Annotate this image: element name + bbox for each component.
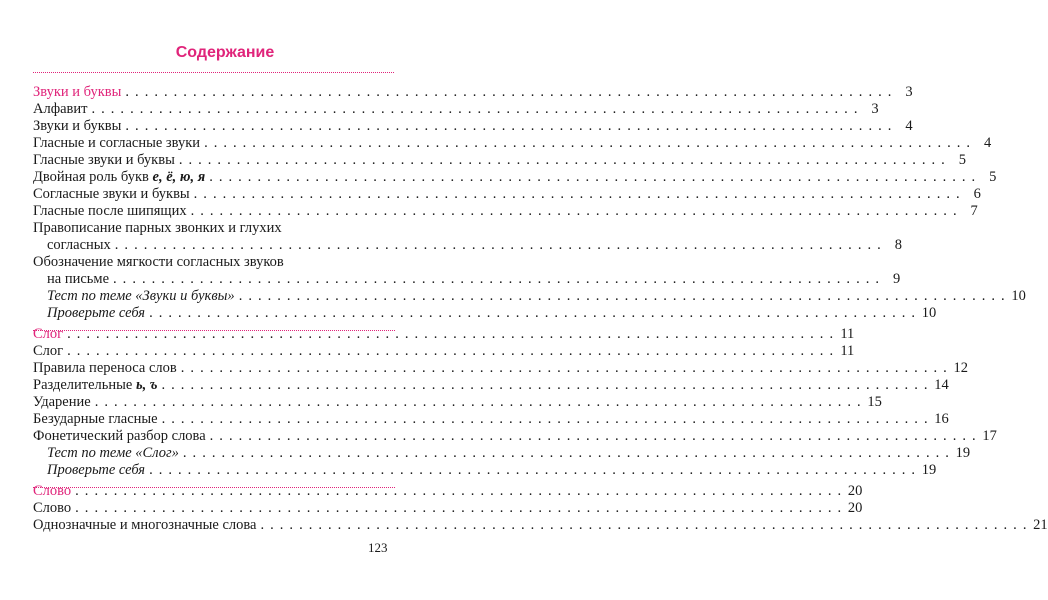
- toc-section-heading[interactable]: [33, 483, 863, 499]
- toc-page-number: 5: [989, 169, 997, 185]
- toc-entry-title: Однозначные и многозначные слова: [33, 517, 257, 533]
- toc-page-number: 10: [921, 305, 937, 321]
- toc-page-number: 19: [955, 445, 971, 461]
- toc-entry[interactable]: [33, 305, 937, 321]
- toc-entry-title: Слово: [33, 483, 72, 499]
- toc-entry[interactable]: [33, 101, 879, 117]
- toc-entry-title: Гласные и согласные звуки: [33, 135, 201, 151]
- toc-entry-title: Тест по теме «Слог»: [47, 445, 179, 461]
- page-title: Содержание: [175, 44, 275, 61]
- dot-leader: . . . . . . . . . . . . . . . . . . . . . . . . . . . . . . . . . . . . . . . . . . . . . . . . . . . . . . . . . . . . . . . . . . . . . . . . . . . . . . . .: [180, 360, 948, 376]
- toc-entry-title: Проверьте себя: [47, 462, 146, 478]
- toc-section-heading[interactable]: [33, 84, 913, 100]
- toc-entry[interactable]: [33, 500, 863, 516]
- toc-page-number: 10: [1011, 288, 1026, 304]
- toc-entry[interactable]: [33, 445, 971, 461]
- toc-entry[interactable]: [33, 271, 901, 287]
- toc-entry-title: Слог: [33, 326, 64, 342]
- toc-entry[interactable]: [33, 517, 1048, 533]
- toc-entry[interactable]: [33, 462, 937, 478]
- toc-page-number: 4: [905, 118, 913, 134]
- toc-entry-title: на письме: [47, 271, 110, 287]
- toc-entry-title: Ударение: [33, 394, 91, 410]
- toc-entry-title: Правописание парных звонких и глухих: [33, 220, 282, 236]
- toc-entry-title: Безударные гласные: [33, 411, 158, 427]
- toc-entry-title: согласных: [47, 237, 111, 253]
- dot-leader: . . . . . . . . . . . . . . . . . . . . . . . . . . . . . . . . . . . . . . . . . . . . . . . . . . . . . . . . . . . . . . . . . . . . . . . . . . . . . . . .: [67, 326, 835, 342]
- dot-leader: . . . . . . . . . . . . . . . . . . . . . . . . . . . . . . . . . . . . . . . . . . . . . . . . . . . . . . . . . . . . . . . . . . . . . . . . . . . . . . . .: [114, 237, 882, 253]
- toc-page-number: 8: [894, 237, 902, 253]
- toc-entry[interactable]: [33, 203, 978, 219]
- toc-entry[interactable]: [33, 288, 1026, 304]
- toc-entry[interactable]: [33, 360, 968, 376]
- toc-entry-title: Двойная роль букв е, ё, ю, я: [33, 169, 206, 185]
- dot-leader: . . . . . . . . . . . . . . . . . . . . . . . . . . . . . . . . . . . . . . . . . . . . . . . . . . . . . . . . . . . . . . . . . . . . . . . . . . . . . . . .: [67, 343, 835, 359]
- toc-entry[interactable]: [33, 394, 882, 410]
- toc-entry-title: Разделительные ь, ъ: [33, 377, 158, 393]
- dot-leader: . . . . . . . . . . . . . . . . . . . . . . . . . . . . . . . . . . . . . . . . . . . . . . . . . . . . . . . . . . . . . . . . . . . . . . . . . . . . . . . .: [190, 203, 958, 219]
- toc-page-number: 16: [934, 411, 949, 427]
- toc-page-number: 17: [982, 428, 997, 444]
- dot-leader: . . . . . . . . . . . . . . . . . . . . . . . . . . . . . . . . . . . . . . . . . . . . . . . . . . . . . . . . . . . . . . . . . . . . . . . . . . . . . . . .: [75, 500, 843, 516]
- page-number: 123: [368, 540, 388, 555]
- toc-page-number: 11: [840, 343, 855, 359]
- toc-page-number: 19: [921, 462, 937, 478]
- toc-entry-title: Проверьте себя: [47, 305, 146, 321]
- toc-entry[interactable]: [33, 428, 997, 444]
- dot-leader: . . . . . . . . . . . . . . . . . . . . . . . . . . . . . . . . . . . . . . . . . . . . . . . . . . . . . . . . . . . . . . . . . . . . . . . . . . . . . . . .: [182, 445, 951, 461]
- toc-entry-title: Слог: [33, 343, 64, 359]
- toc-section-heading[interactable]: [33, 326, 855, 342]
- toc-entry[interactable]: [33, 254, 395, 270]
- dot-leader: . . . . . . . . . . . . . . . . . . . . . . . . . . . . . . . . . . . . . . . . . . . . . . . . . . . . . . . . . . . . . . . . . . . . . . . . . . . . . . . .: [161, 377, 929, 393]
- toc-entry-title: Гласные после шипящих: [33, 203, 187, 219]
- toc-page-number: 5: [958, 152, 967, 168]
- toc-entry[interactable]: [33, 152, 967, 168]
- dot-leader: . . . . . . . . . . . . . . . . . . . . . . . . . . . . . . . . . . . . . . . . . . . . . . . . . . . . . . . . . . . . . . . . . . . . . . . . . . . . . . . .: [193, 186, 961, 202]
- toc-entry[interactable]: [33, 169, 997, 185]
- dot-leader: . . . . . . . . . . . . . . . . . . . . . . . . . . . . . . . . . . . . . . . . . . . . . . . . . . . . . . . . . . . . . . . . . . . . . . . . . . . . . . . .: [204, 135, 972, 151]
- toc-entry[interactable]: [33, 237, 902, 253]
- toc-entry-title: Звуки и буквы: [33, 84, 122, 100]
- toc-page-number: 4: [984, 135, 992, 151]
- dot-leader: . . . . . . . . . . . . . . . . . . . . . . . . . . . . . . . . . . . . . . . . . . . . . . . . . . . . . . . . . . . . . . . . . . . . . . . . . . . . . . . .: [209, 169, 977, 185]
- dot-leader: . . . . . . . . . . . . . . . . . . . . . . . . . . . . . . . . . . . . . . . . . . . . . . . . . . . . . . . . . . . . . . . . . . . . . . . . . . . . . . . .: [238, 288, 1006, 304]
- dot-leader: . . . . . . . . . . . . . . . . . . . . . . . . . . . . . . . . . . . . . . . . . . . . . . . . . . . . . . . . . . . . . . . . . . . . . . . . . . . . . . . .: [125, 118, 893, 134]
- toc-page-number: 12: [953, 360, 968, 376]
- toc-entry[interactable]: [33, 135, 992, 151]
- toc-page-number: 14: [934, 377, 949, 393]
- heading-divider: [33, 72, 394, 73]
- toc-entry[interactable]: [33, 220, 395, 236]
- toc-page-number: 11: [840, 326, 855, 342]
- dot-leader: . . . . . . . . . . . . . . . . . . . . . . . . . . . . . . . . . . . . . . . . . . . . . . . . . . . . . . . . . . . . . . . . . . . . . . . . . . . . . . . .: [209, 428, 977, 444]
- toc-page-number: 9: [892, 271, 901, 287]
- toc-page-number: 3: [871, 101, 879, 117]
- toc-entry-title: Согласные звуки и буквы: [33, 186, 190, 202]
- dot-leader: . . . . . . . . . . . . . . . . . . . . . . . . . . . . . . . . . . . . . . . . . . . . . . . . . . . . . . . . . . . . . . . . . . . . . . . . . . . . . . . .: [113, 271, 881, 287]
- toc-entry[interactable]: [33, 343, 855, 359]
- dot-leader: . . . . . . . . . . . . . . . . . . . . . . . . . . . . . . . . . . . . . . . . . . . . . . . . . . . . . . . . . . . . . . . . . . . . . . . . . . . . . . . .: [260, 517, 1028, 533]
- toc-entry-title: Тест по теме «Звуки и буквы»: [47, 288, 235, 304]
- toc-entry-title: Правила переноса слов: [33, 360, 177, 376]
- toc-page-number: 15: [867, 394, 882, 410]
- toc-entry-title: Слово: [33, 500, 72, 516]
- toc-page-number: 7: [970, 203, 978, 219]
- dot-leader: . . . . . . . . . . . . . . . . . . . . . . . . . . . . . . . . . . . . . . . . . . . . . . . . . . . . . . . . . . . . . . . . . . . . . . . . . . . . . . . .: [161, 411, 929, 427]
- toc-entry[interactable]: [33, 186, 981, 202]
- toc-entry-title: Алфавит: [33, 101, 88, 117]
- toc-entry-title: Фонетический разбор слова: [33, 428, 206, 444]
- toc-page-number: 21: [1033, 517, 1048, 533]
- toc-entry[interactable]: [33, 118, 913, 134]
- toc-entry[interactable]: [33, 411, 949, 427]
- dot-leader: . . . . . . . . . . . . . . . . . . . . . . . . . . . . . . . . . . . . . . . . . . . . . . . . . . . . . . . . . . . . . . . . . . . . . . . . . . . . . . . .: [94, 394, 862, 410]
- dot-leader: . . . . . . . . . . . . . . . . . . . . . . . . . . . . . . . . . . . . . . . . . . . . . . . . . . . . . . . . . . . . . . . . . . . . . . . . . . . . . . . .: [91, 101, 859, 117]
- toc-entry[interactable]: [33, 377, 949, 393]
- toc-entry-title: Обозначение мягкости согласных звуков: [33, 254, 284, 270]
- toc-entry-title: Звуки и буквы: [33, 118, 122, 134]
- dot-leader: . . . . . . . . . . . . . . . . . . . . . . . . . . . . . . . . . . . . . . . . . . . . . . . . . . . . . . . . . . . . . . . . . . . . . . . . . . . . . . . .: [125, 84, 893, 100]
- dot-leader: . . . . . . . . . . . . . . . . . . . . . . . . . . . . . . . . . . . . . . . . . . . . . . . . . . . . . . . . . . . . . . . . . . . . . . . . . . . . . . . .: [149, 462, 917, 478]
- toc-page-number: 3: [905, 84, 913, 100]
- toc-page-number: 20: [847, 500, 863, 516]
- toc-entry-title: Гласные звуки и буквы: [33, 152, 175, 168]
- dot-leader: . . . . . . . . . . . . . . . . . . . . . . . . . . . . . . . . . . . . . . . . . . . . . . . . . . . . . . . . . . . . . . . . . . . . . . . . . . . . . . . .: [178, 152, 947, 168]
- dot-leader: . . . . . . . . . . . . . . . . . . . . . . . . . . . . . . . . . . . . . . . . . . . . . . . . . . . . . . . . . . . . . . . . . . . . . . . . . . . . . . . .: [75, 483, 843, 499]
- toc-page-number: 20: [847, 483, 863, 499]
- dot-leader: . . . . . . . . . . . . . . . . . . . . . . . . . . . . . . . . . . . . . . . . . . . . . . . . . . . . . . . . . . . . . . . . . . . . . . . . . . . . . . . .: [149, 305, 917, 321]
- toc-page-number: 6: [973, 186, 981, 202]
